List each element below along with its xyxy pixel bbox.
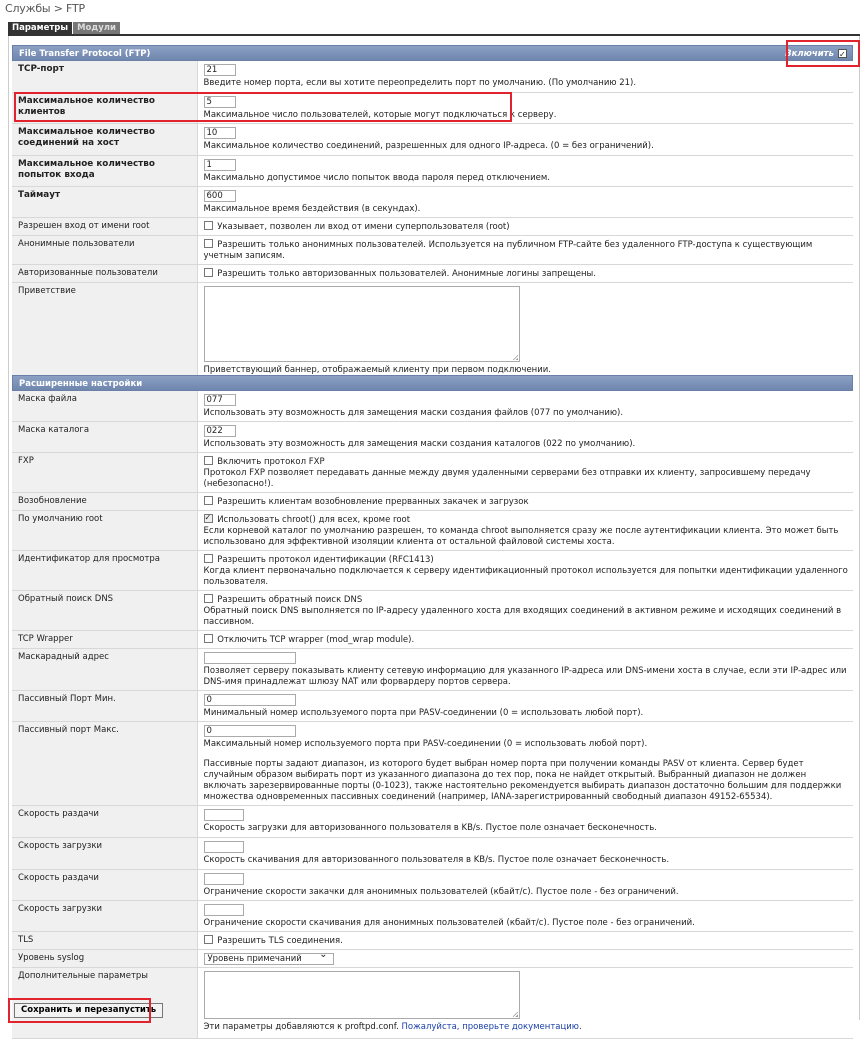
tcp-port-hint: Введите номер порта, если вы хотите переопределить порт по умолчанию. (По умолчанию 21).	[203, 78, 637, 88]
file-mask-hint: Использовать эту возможность для замещения маски создания файлов (077 по умолчанию).	[203, 408, 624, 418]
pasv-min-label: Пассивный Порт Мин.	[12, 691, 197, 722]
banner-hint: Приветствующий баннер, отображаемый клиенту при первом подключении.	[203, 364, 551, 375]
dir-mask-input[interactable]: 022	[204, 425, 236, 437]
ident-text: Разрешить протокол идентификации (RFC1413)	[217, 555, 434, 565]
anon-users-label: Анонимные пользователи	[12, 235, 197, 264]
pasv-max-hint: Максимальный номер используемого порта при PASV-соединении (0 = использовать любой порт).	[203, 739, 648, 749]
tls-label: TLS	[12, 932, 197, 950]
row-rate-down-auth	[12, 838, 853, 870]
rdns-label: Обратный поиск DNS	[12, 591, 197, 631]
fxp-text: Включить протокол FXP	[217, 457, 325, 467]
pasv-min-hint: Минимальный номер используемого порта при PASV-соединении (0 = использовать любой порт).	[203, 708, 644, 718]
chroot-checkbox[interactable]	[204, 514, 213, 523]
page-title: Службы > FTP	[5, 2, 85, 15]
row-banner	[12, 282, 853, 379]
tcp-wrapper-checkbox[interactable]	[204, 634, 213, 643]
chroot-hint: Если корневой каталог по умолчанию разрешен, то команда chroot выполняется сразу же после аутентификации клиента. Это может быть использовано для эффективной изоляции клиента от остальной файловой системы хоста.	[203, 526, 839, 547]
chroot-label: По умолчанию root	[12, 511, 197, 551]
auth-users-text: Разрешить только авторизованных пользователей. Анонимные логины запрещены.	[217, 268, 596, 279]
row-resume	[12, 493, 853, 511]
max-login-hint: Максимально допустимое число попыток ввода пароля перед отключением.	[203, 172, 550, 183]
ident-hint: Когда клиент первоначально подключается к серверу идентификационный протокол используется для попытки идентификации удаленного пользователя.	[203, 566, 848, 587]
anon-users-text: Разрешить только анонимных пользователей. Используется на публичном FTP-сайте без удаленного FTP-доступа к существующим учетным записям.	[203, 239, 813, 261]
row-dir-mask	[12, 422, 853, 453]
max-conn-host-label: Максимальное количество соединений на хост	[12, 123, 197, 155]
tcp-wrapper-label: TCP Wrapper	[12, 631, 197, 649]
max-conn-host-hint: Максимальное количество соединений, разрешенных для одного IP-адреса. (0 = без ограничений).	[203, 140, 654, 151]
docs-link[interactable]: Пожалуйста, проверьте документацию	[401, 1022, 579, 1032]
anon-users-checkbox[interactable]	[204, 239, 213, 248]
row-anon-users	[12, 235, 853, 264]
row-rate-up-anon	[12, 870, 853, 901]
tcp-port-input[interactable]: 21	[204, 64, 236, 76]
max-conn-host-input[interactable]: 10	[204, 127, 236, 139]
highlight-enable	[786, 40, 860, 67]
tab-modules[interactable]: Модули	[73, 22, 120, 34]
max-clients-hint: Максимальное число пользователей, которые могут подключаться к серверу.	[203, 109, 557, 120]
advanced-section	[12, 375, 853, 1039]
rdns-checkbox[interactable]	[204, 594, 213, 603]
syslog-label: Уровень syslog	[12, 950, 197, 968]
ident-checkbox[interactable]	[204, 554, 213, 563]
root-login-checkbox[interactable]	[204, 221, 213, 230]
rate-down-auth-input[interactable]	[204, 841, 244, 853]
pasv-min-input[interactable]: 0	[204, 694, 296, 706]
row-syslog	[12, 950, 853, 968]
rate-down-auth-hint: Скорость скачивания для авторизованного пользователя в KB/s. Пустое поле означает бесконечность.	[203, 855, 670, 865]
timeout-hint: Максимальное время бездействия (в секундах).	[203, 203, 421, 214]
highlight-save-button	[8, 998, 151, 1023]
dir-mask-label: Маска каталога	[12, 422, 197, 453]
masquerade-input[interactable]	[204, 652, 296, 664]
row-file-mask	[12, 391, 853, 422]
rate-up-auth-hint: Скорость загрузки для авторизованного пользователя в KB/s. Пустое поле означает бесконечность.	[203, 823, 657, 833]
timeout-label: Таймаут	[12, 186, 197, 217]
max-login-label: Максимальное количество попыток входа	[12, 155, 197, 186]
row-tls	[12, 932, 853, 950]
dir-mask-hint: Использовать эту возможность для замещения маски создания каталогов (022 по умолчанию).	[203, 439, 636, 449]
extra-params-label: Дополнительные параметры	[12, 968, 197, 1039]
ftp-section-header	[12, 45, 853, 61]
tab-parameters[interactable]: Параметры	[8, 22, 72, 34]
masquerade-hint: Позволяет серверу показывать клиенту сетевую информацию для указанного IP-адреса или DNS-имени хоста в случае, если эти IP-адрес или DNS-имя принадлежат шлюзу NAT или форвардеру портов сервера.	[203, 666, 847, 687]
row-tcp-wrapper	[12, 631, 853, 649]
max-clients-label: Максимальное количество клиентов	[12, 92, 197, 123]
tls-checkbox[interactable]	[204, 935, 213, 944]
root-login-text: Указывает, позволен ли вход от имени суперпользователя (root)	[217, 221, 510, 232]
extra-hint-prefix: Эти параметры добавляются к proftpd.conf.	[203, 1022, 402, 1032]
row-ident	[12, 551, 853, 591]
section-title: Расширенные настройки	[19, 379, 143, 389]
resume-text: Разрешить клиентам возобновление прерванных закачек и загрузок	[217, 497, 529, 507]
masquerade-label: Маскарадный адрес	[12, 649, 197, 691]
row-max-conn-host	[12, 123, 853, 155]
pasv-range-hint: Пассивные порты задают диапазон, из которого будет выбран номер порта при получении команды PASV от клиента. Сервер будет случайным образом выбирать порт из указанного диапазона до тех пор, пока не найдет открытый. Выбранный диапазон не должен включать зарезервированные порты (0-1023), также настоятельно рекомендуется выбирать диапазон достаточно большим для поддержки множества одновременных пассивных соединений (например, IANA-зарегистрированный свободный диапазон 49152-65534).	[203, 759, 842, 802]
rate-down-auth-label: Скорость загрузки	[12, 838, 197, 870]
fxp-label: FXP	[12, 453, 197, 493]
syslog-select[interactable]: Уровень примечаний ⌄	[204, 953, 334, 965]
row-max-login	[12, 155, 853, 186]
timeout-input[interactable]: 600	[204, 190, 236, 202]
extra-hint-suffix: .	[578, 1022, 582, 1032]
fxp-hint: Протокол FXP позволяет передавать данные между двумя удаленными серверами без отправки их клиенту, запросившему передачу (небезопасно!).	[203, 468, 811, 489]
file-mask-input[interactable]: 077	[204, 394, 236, 406]
rate-up-auth-input[interactable]	[204, 809, 244, 821]
file-mask-label: Маска файла	[12, 391, 197, 422]
rate-down-anon-label: Скорость загрузки	[12, 901, 197, 932]
rate-down-anon-hint: Ограничение скорости скачивания для анонимных пользователей (кбайт/с). Пустое поле - без ограничений.	[203, 918, 695, 928]
rate-up-anon-label: Скорость раздачи	[12, 870, 197, 901]
row-root-login	[12, 217, 853, 235]
ident-label: Идентификатор для просмотра	[12, 551, 197, 591]
row-pasv-max	[12, 722, 853, 806]
tls-text: Разрешить TLS соединения.	[217, 936, 343, 946]
rate-down-anon-input[interactable]	[204, 904, 244, 916]
tab-bar	[8, 22, 121, 34]
rdns-hint: Обратный поиск DNS выполняется по IP-адресу удаленного хоста для входящих соединений в активном режиме и исходящих соединений в пассивном.	[203, 606, 842, 627]
row-fxp	[12, 453, 853, 493]
auth-users-checkbox[interactable]	[204, 268, 213, 277]
resume-label: Возобновление	[12, 493, 197, 511]
tcp-port-label: TCP-порт	[12, 61, 197, 92]
resume-checkbox[interactable]	[204, 496, 213, 505]
auth-users-label: Авторизованные пользователи	[12, 264, 197, 282]
max-clients-input[interactable]: 5	[204, 96, 236, 108]
rdns-text: Разрешить обратный поиск DNS	[217, 595, 363, 605]
banner-textarea[interactable]	[204, 286, 520, 362]
row-timeout	[12, 186, 853, 217]
section-title: File Transfer Protocol (FTP)	[19, 49, 151, 59]
row-auth-users	[12, 264, 853, 282]
extra-params-textarea[interactable]	[204, 971, 520, 1019]
row-pasv-min	[12, 691, 853, 722]
rate-up-anon-hint: Ограничение скорости закачки для анонимных пользователей (кбайт/с). Пустое поле - без ограничений.	[203, 887, 679, 897]
pasv-max-label: Пассивный порт Макс.	[12, 722, 197, 806]
row-rate-up-auth	[12, 806, 853, 838]
row-rdns	[12, 591, 853, 631]
pasv-max-input[interactable]: 0	[204, 725, 296, 737]
rate-up-anon-input[interactable]	[204, 873, 244, 885]
root-login-label: Разрешен вход от имени root	[12, 217, 197, 235]
banner-label: Приветствие	[12, 282, 197, 379]
advanced-form-table	[12, 391, 853, 1039]
row-chroot	[12, 511, 853, 551]
chroot-text: Использовать chroot() для всех, кроме root	[217, 515, 411, 525]
highlight-max-clients	[14, 92, 512, 122]
rate-up-auth-label: Скорость раздачи	[12, 806, 197, 838]
row-rate-down-anon	[12, 901, 853, 932]
tcp-wrapper-text: Отключить TCP wrapper (mod_wrap module).	[217, 635, 415, 645]
row-masquerade	[12, 649, 853, 691]
advanced-section-header	[12, 375, 853, 391]
enable-label: Включить	[785, 48, 834, 59]
save-and-restart-button[interactable]: Сохранить и перезапустить	[14, 1003, 163, 1018]
row-tcp-port	[12, 61, 853, 92]
max-login-input[interactable]: 1	[204, 159, 236, 171]
fxp-checkbox[interactable]	[204, 456, 213, 465]
